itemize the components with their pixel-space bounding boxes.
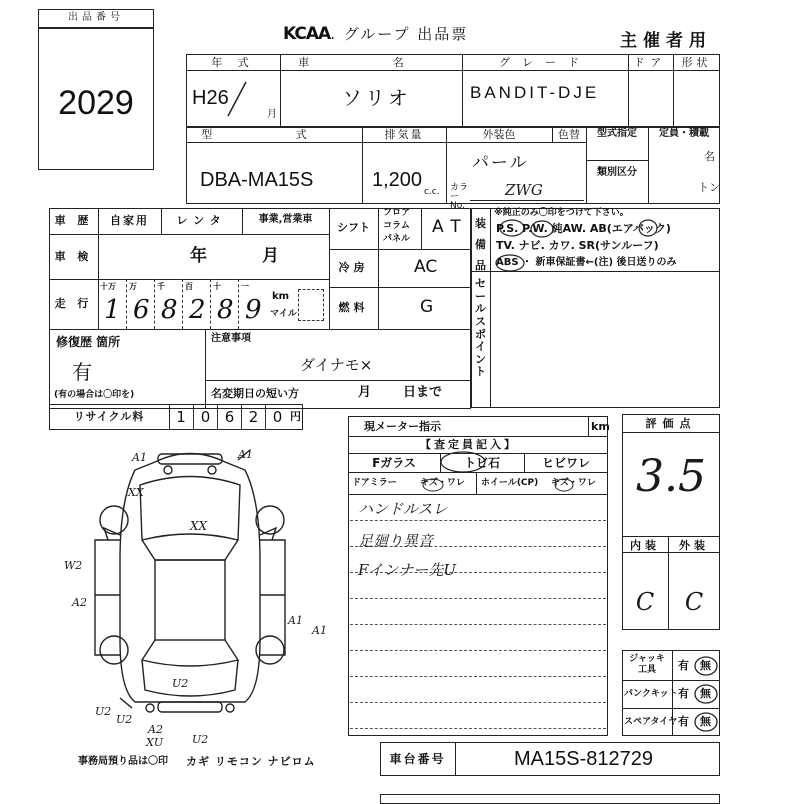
- grade-value: BANDIT-DJE: [470, 83, 600, 102]
- capacity-label: 定員・積載: [659, 128, 709, 139]
- meter-label: 現メーター指示: [364, 420, 441, 433]
- brand-logo: KCAA: [283, 24, 331, 44]
- notes-value: ダイナモ×: [300, 356, 373, 374]
- remark-3: Fインナー先U: [358, 561, 457, 579]
- color-value: パール: [472, 153, 529, 173]
- remark-line: [350, 676, 606, 677]
- diagram-mark: A1: [132, 451, 147, 464]
- equipment-note: ※純正のみ〇印をつけて下さい。: [494, 208, 629, 218]
- mileage-digit: 6: [133, 295, 150, 325]
- lot-number-label: 出品番号: [68, 12, 124, 23]
- fuel-value: G: [420, 297, 434, 317]
- cc-value: 1,200: [372, 169, 423, 191]
- color-no-label: カラーNo.: [450, 183, 469, 211]
- ac-value: AC: [414, 257, 438, 277]
- equipment-circles: [490, 208, 740, 278]
- tool-yes-jack: 有: [678, 659, 689, 672]
- chassis-number: MA15S-812729: [514, 748, 653, 770]
- remark-line: [350, 650, 606, 651]
- inspector-label: 【査定員記入】: [420, 438, 518, 451]
- mile-checkbox[interactable]: [298, 289, 324, 321]
- diagram-mark: A2: [72, 596, 87, 609]
- mileage-label: 走 行: [54, 297, 93, 310]
- model-value: DBA-MA15S: [200, 169, 314, 191]
- footer-note: 事務局預り品は〇印: [78, 756, 168, 767]
- remark-line: [350, 598, 606, 599]
- model-designation-label: 型式指定: [597, 128, 637, 139]
- mileage-digit: 8: [161, 295, 178, 325]
- evaluation-score: 3.5: [636, 451, 706, 502]
- mile-label: マイル: [270, 309, 297, 319]
- tool-no-puncture: 無: [700, 687, 711, 700]
- mileage-digit-cell: [98, 279, 126, 329]
- organizer-label: 主催者用: [620, 31, 712, 51]
- month-unit: 月: [267, 109, 277, 120]
- equipment-line1: P.S. P.W. 純AW. AB(エアバック): [496, 222, 671, 235]
- repair-value: 有: [72, 360, 92, 384]
- tool-no-spare: 無: [700, 715, 711, 728]
- mileage-digit-cell: [154, 279, 182, 329]
- remark-line: [350, 728, 606, 729]
- remark-1: ハンドルスレ: [358, 500, 448, 518]
- equipment-line2: TV. ナビ. カワ. SR(サンルーフ): [496, 239, 659, 252]
- diagram-mark: U2: [116, 713, 133, 726]
- tool-yes-spare: 有: [678, 715, 689, 728]
- lot-number: 2029: [58, 84, 134, 122]
- mileage-digit: 2: [189, 295, 206, 325]
- repair-label: 修復歴 箇所: [56, 335, 121, 349]
- capacity-unit-persons: 名: [704, 150, 715, 163]
- wheel-label: ホイール(CP): [481, 478, 539, 488]
- shape-label: 形状: [681, 56, 712, 69]
- cc-unit: c.c.: [424, 187, 440, 197]
- remark-line: [350, 702, 606, 703]
- category-label: 類別区分: [597, 167, 637, 178]
- expiry-label: 名変期日の短い方: [211, 387, 299, 400]
- name-label: 車 名: [298, 56, 444, 69]
- mileage-digit-label: 百: [185, 282, 193, 291]
- shift-value: AT: [432, 217, 469, 237]
- remark-line: [350, 624, 606, 625]
- diagram-mark: U2: [95, 705, 112, 718]
- title-text: . グループ 出品票: [330, 25, 469, 43]
- footer-items: カギ リモコン ナビロム: [186, 755, 316, 768]
- mileage-digit-label: 万: [129, 282, 137, 291]
- mirror-value: キズ・ワレ: [420, 478, 465, 488]
- mileage-digit: 8: [217, 295, 234, 325]
- diagram-mark: A1: [312, 624, 327, 637]
- glass-chip: トビ石: [463, 456, 500, 470]
- inspection-year: 年: [190, 246, 207, 266]
- tool-label-jack: ジャッキ工具: [629, 654, 665, 675]
- recycle-digit: 0: [265, 404, 289, 430]
- color-label: 外装色: [482, 128, 516, 141]
- grade-label: グレード: [499, 56, 591, 69]
- remark-lines: [350, 494, 606, 736]
- year-value: H26: [192, 87, 229, 109]
- interior-label: 内装: [630, 539, 660, 552]
- lot-number-box: [38, 9, 154, 170]
- shift-option-column: コラム: [383, 221, 410, 231]
- exterior-label: 外装: [679, 539, 709, 552]
- notes-label: 注意事項: [211, 333, 251, 344]
- expiry-month: 月: [358, 385, 372, 400]
- sales-point-label: セールスポイント: [475, 277, 486, 379]
- shift-option-panel: パネル: [383, 234, 411, 244]
- exterior-grade: C: [684, 588, 704, 616]
- recycle-label: リサイクル料: [73, 410, 145, 423]
- inspector-circles: [348, 445, 608, 485]
- chassis-label: 車台番号: [389, 752, 446, 766]
- capacity-unit-tons: トン: [698, 181, 720, 194]
- interior-grade: C: [635, 588, 655, 616]
- shift-label: シフト: [337, 221, 370, 234]
- shift-option-floor: フロア: [383, 208, 411, 218]
- expiry-day: 日まで: [403, 385, 443, 400]
- diagram-mark: U2: [172, 677, 189, 690]
- door-label: ドア: [633, 56, 668, 69]
- diagram-mark: XX: [190, 519, 208, 533]
- recycle-digit: 6: [217, 404, 241, 430]
- diagram-mark: U2: [192, 733, 209, 746]
- fuel-label: 燃料: [338, 301, 369, 314]
- tool-label-puncture: パンクキット: [624, 689, 678, 699]
- meter-unit: km: [591, 420, 610, 433]
- mileage-digit-label: 一: [241, 282, 249, 291]
- ac-label: 冷房: [338, 261, 369, 274]
- color-change-label: 色替: [558, 128, 580, 141]
- history-rental: レンタ: [176, 214, 227, 227]
- remark-line: [350, 520, 606, 521]
- mileage-digit-label: 千: [157, 282, 165, 291]
- tools-circles: [692, 650, 732, 740]
- form-title: [283, 26, 468, 43]
- diagram-mark: A2: [148, 723, 163, 736]
- car-name-value: ソリオ: [342, 86, 411, 110]
- mileage-digit: 1: [104, 295, 121, 325]
- inspection-month: 月: [262, 246, 279, 266]
- diagram-mark: XX: [128, 486, 144, 499]
- cc-label: 排気量: [384, 128, 424, 141]
- diagram-mark: A1: [238, 448, 253, 461]
- mileage-digit-label: 十: [213, 282, 221, 291]
- inspection-label: 車 検: [54, 250, 93, 263]
- mileage-cells: [98, 279, 268, 329]
- recycle-unit: 円: [290, 410, 301, 423]
- glass-label: Fガラス: [372, 456, 416, 470]
- equipment-line3: ABS ・ 新車保証書←(注) 後日送りのみ: [496, 257, 677, 268]
- repair-note: (有の場合は〇印を): [54, 390, 135, 400]
- history-business: 事業,営業車: [258, 214, 313, 225]
- color-no-value: ZWG: [505, 181, 543, 199]
- recycle-cells: [169, 404, 289, 430]
- recycle-digit: 1: [176, 408, 186, 426]
- diagram-mark: A1: [288, 614, 303, 627]
- km-label: km: [272, 291, 290, 302]
- model-label: 型 式: [201, 128, 347, 141]
- year-label: 年 式: [211, 56, 255, 69]
- evaluation-label: 評価点: [645, 417, 697, 430]
- mileage-digit-cell: [126, 279, 154, 329]
- tool-no-jack: 無: [700, 659, 711, 672]
- mileage-digit-cell: [210, 279, 238, 329]
- diagram-mark: XU: [146, 736, 164, 749]
- mileage-digit: 9: [245, 295, 262, 325]
- history-label: 車 歴: [54, 214, 93, 227]
- equipment-label: 装備品: [475, 217, 486, 272]
- mileage-digit-cell: [182, 279, 210, 329]
- recycle-digit: 2: [241, 404, 265, 430]
- recycle-digit: 0: [193, 404, 217, 430]
- mileage-digit-cell: [238, 279, 266, 329]
- history-private: 自家用: [110, 214, 149, 227]
- bottom-partial-box: [380, 794, 720, 804]
- tool-yes-puncture: 有: [678, 687, 689, 700]
- mileage-digit-label: 十万: [100, 282, 116, 291]
- remark-2: 足廻り異音: [358, 532, 434, 550]
- tool-label-spare: スペアタイヤ: [624, 717, 678, 727]
- glass-crack: ヒビワレ: [541, 456, 590, 470]
- wheel-value: キズ・ワレ: [551, 478, 596, 488]
- diagram-mark: W2: [64, 559, 83, 572]
- mirror-label: ドアミラー: [352, 478, 397, 488]
